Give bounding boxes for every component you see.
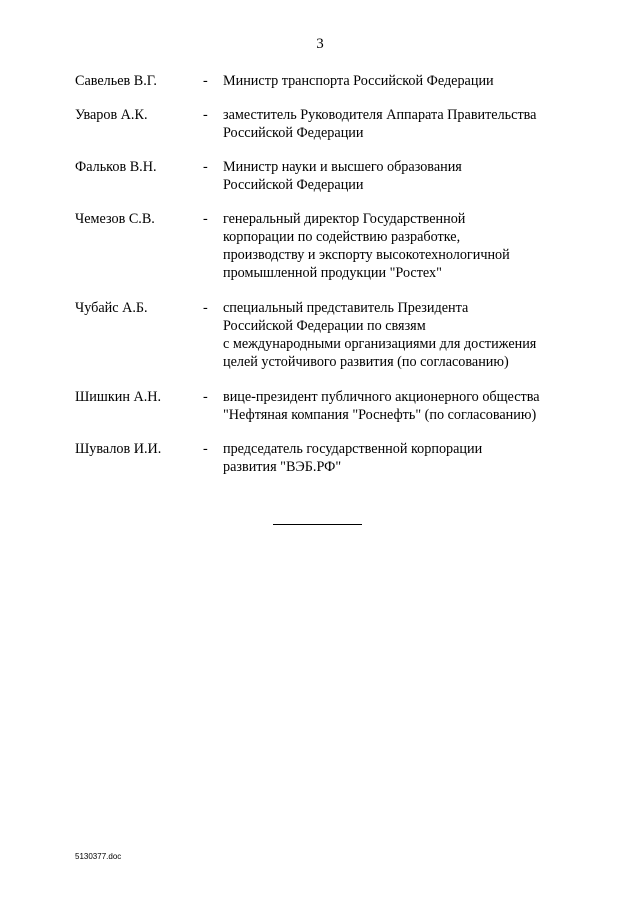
dash-separator: - [203,73,208,89]
position-line: развития "ВЭБ.РФ" [223,459,342,475]
position-line: производству и экспорту высокотехнологичной [223,247,510,263]
list-item [75,72,595,90]
position-line: "Нефтяная компания "Роснефть" (по согласованию) [223,407,537,423]
member-name: Уваров А.К. [75,107,148,123]
list-item [75,106,595,142]
end-divider [273,524,362,525]
member-position [223,210,595,282]
footer-file-name: 5130377.doc [75,852,122,861]
member-name: Фальков В.Н. [75,159,157,175]
position-line: Российской Федерации [223,125,364,141]
member-position [223,72,595,90]
member-position [223,299,595,371]
member-position [223,158,595,194]
position-line: Министр транспорта Российской Федерации [223,73,494,89]
member-name: Савельев В.Г. [75,73,157,89]
position-line: Российской Федерации [223,177,364,193]
dash-separator: - [203,107,208,123]
list-item [75,210,595,282]
list-item [75,440,595,476]
member-name: Шувалов И.И. [75,441,162,457]
position-line: генеральный директор Государственной [223,211,466,227]
dash-separator: - [203,159,208,175]
position-line: с международными организациями для достижения [223,336,537,352]
dash-separator: - [203,441,208,457]
list-item [75,299,595,371]
position-line: Российской Федерации по связям [223,318,426,334]
page-number: 3 [316,36,324,52]
position-line: целей устойчивого развития (по согласованию) [223,354,509,370]
member-name: Чубайс А.Б. [75,300,148,316]
position-line: промышленной продукции "Ростех" [223,265,442,281]
list-item [75,388,595,424]
member-list [75,72,595,476]
position-line: Министр науки и высшего образования [223,159,462,175]
list-item [75,158,595,194]
member-name: Шишкин А.Н. [75,389,162,405]
position-line: вице-президент публичного акционерного общества [223,389,540,405]
position-line: председатель государственной корпорации [223,441,483,457]
position-line: корпорации по содействию разработке, [223,229,461,245]
member-position [223,388,595,424]
dash-separator: - [203,389,208,405]
position-line: специальный представитель Президента [223,300,469,316]
position-line: заместитель Руководителя Аппарата Правительства [223,107,537,123]
dash-separator: - [203,211,208,227]
member-name: Чемезов С.В. [75,211,155,227]
member-position [223,106,595,142]
dash-separator: - [203,300,208,316]
member-position [223,440,595,476]
